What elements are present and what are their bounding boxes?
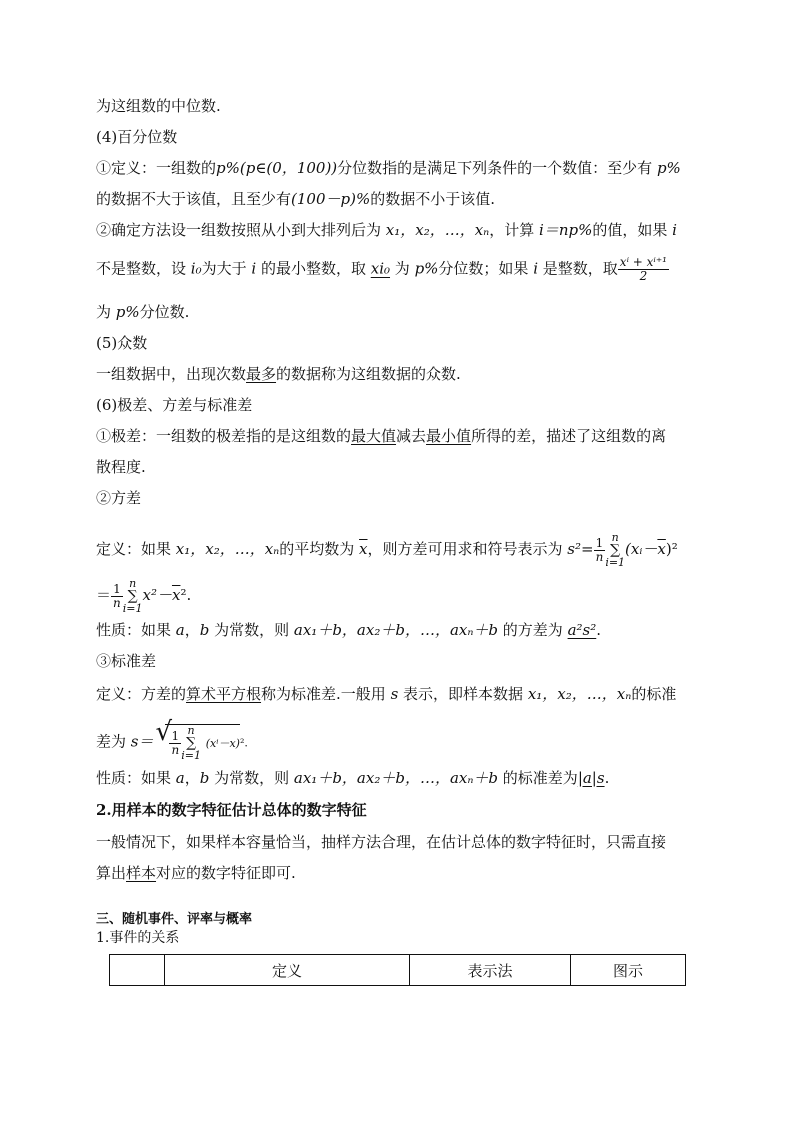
percentile-method-line1 [96, 220, 706, 240]
fraction [111, 583, 123, 610]
text: 分位数. [139, 303, 190, 321]
sum-lower: i=1 [181, 749, 201, 762]
math-text: )² [665, 540, 678, 558]
percentile-method-line3 [96, 302, 706, 322]
math-text: p% [115, 303, 140, 321]
variance-property [96, 620, 706, 640]
text: ， [184, 621, 200, 639]
text: . [596, 621, 602, 639]
mode-definition [96, 364, 706, 384]
table-header-cell: 表示法 [410, 955, 571, 986]
math-text: s＝ [130, 732, 154, 751]
text: 为 [390, 259, 415, 278]
text: ③标准差 [96, 652, 157, 670]
text: 分位数；如果 [438, 259, 534, 278]
math-text: (100－p)% [291, 190, 371, 208]
text: 所得的差，描述了这组数的离 [471, 427, 667, 445]
percentile-definition-line2 [96, 189, 706, 209]
math-text: (xᵢ－ [625, 540, 658, 558]
underlined-term: 最小值 [426, 427, 472, 445]
range-definition-line1 [96, 426, 706, 446]
math-text: i₀ [190, 259, 202, 278]
fraction-denominator: n [113, 595, 121, 610]
math-text: x₁，x₂，…，xₙ [385, 221, 490, 239]
math-text: ax₁＋b，ax₂＋b，…，axₙ＋b [293, 769, 499, 787]
sum-upper: n [129, 577, 137, 590]
event-relations-table [109, 954, 686, 986]
text: 性质：如果 [96, 621, 176, 639]
underlined-term: a²s² [567, 621, 597, 639]
math-mean: $\overline{x}$ [657, 540, 666, 558]
text: ， [184, 769, 200, 787]
text: 为 [96, 303, 116, 321]
fraction-numerator: √ 1 [169, 730, 181, 744]
fraction-numerator: 1 [111, 583, 123, 597]
heading-event-relations [96, 928, 706, 948]
text: 的标准差为 [498, 769, 578, 787]
text: 减去 [396, 427, 427, 445]
underlined-term: 算术平方根 [186, 685, 262, 703]
text: ＝ [96, 586, 112, 604]
text: (6)极差、方差与标准差 [96, 396, 253, 414]
std-property [96, 768, 706, 788]
sum-upper: n [611, 531, 619, 544]
text: 表示，即样本数据 [398, 685, 528, 703]
summation [123, 578, 143, 614]
text: 一组数据中，出现次数 [96, 365, 247, 383]
math-text: s²= [567, 540, 594, 558]
math-text: i [251, 259, 257, 278]
math-text: i＝np% [539, 221, 593, 239]
std-definition-line2 [96, 724, 706, 761]
std-definition-line1 [96, 684, 706, 704]
sum-upper: n [187, 724, 195, 737]
text: 的标准 [631, 685, 677, 703]
math-text: a [175, 769, 185, 787]
math-mean: $\overline{x}$ [359, 540, 368, 558]
estimation-line1 [96, 832, 706, 852]
table-header-cell [110, 955, 165, 986]
summation [605, 532, 625, 568]
math-text: b [199, 621, 210, 639]
math-text: b [199, 769, 210, 787]
fraction-numerator: xⁱ + xⁱ⁺¹ [619, 255, 667, 269]
underlined-term: 最多 [246, 365, 277, 383]
underlined-term: 样本 [126, 864, 157, 882]
math-text: i [533, 259, 539, 278]
text: 定义：方差的 [96, 685, 187, 703]
text: . [604, 769, 610, 787]
heading-percentile [96, 127, 706, 147]
sum-sign: ∑ [610, 542, 621, 558]
text: 的平均数为 [279, 540, 360, 558]
text: ②方差 [96, 489, 142, 507]
fraction [594, 537, 606, 564]
math-text: p% [656, 159, 681, 177]
math-text: i [672, 221, 677, 239]
paragraph-median-end [96, 96, 706, 116]
fraction-numerator: 1 [594, 537, 606, 551]
table-header-row [110, 955, 686, 986]
percentile-definition-line1 [96, 158, 706, 178]
text: 分位数指的是满足下列条件的一个数值：至少有 [337, 159, 657, 177]
sum-sign: ∑ [127, 588, 138, 604]
square-root [165, 724, 239, 761]
math-text: ax₁＋b，ax₂＋b，…，axₙ＋b [293, 621, 499, 639]
heading-range-variance-std [96, 395, 706, 415]
text: 2.用样本的数字特征估计总体的数字特征 [96, 801, 367, 819]
text: 的数据不小于该值. [370, 190, 495, 208]
text: 对应的数字特征即可. [156, 864, 296, 882]
math-text: (xⁱ－x) [205, 737, 240, 750]
estimation-line2 [96, 863, 706, 883]
table-header-cell: 定义 [165, 955, 410, 986]
text: (4)百分位数 [96, 128, 178, 146]
heading-sample-estimation [96, 800, 706, 820]
heading-section-three [96, 908, 252, 927]
variance-definition-line1 [96, 532, 706, 568]
text: 定义：如果 [96, 540, 176, 558]
text: 为大于 [201, 259, 252, 278]
variance-definition-line2 [96, 578, 706, 614]
text: 三、随机事件、评率与概率 [96, 912, 253, 927]
text: 为常数，则 [209, 621, 294, 639]
math-text: ². [180, 586, 192, 604]
text: 性质：如果 [96, 769, 176, 787]
text: 不是整数，设 [96, 259, 191, 278]
sum-lower: i=1 [122, 602, 143, 615]
summation [181, 725, 201, 761]
fraction [169, 730, 181, 757]
text: 的值，如果 [592, 221, 673, 239]
text: 差为 [96, 732, 131, 751]
underlined-term: 最大值 [351, 427, 397, 445]
text: ①定义：一组数的 [96, 159, 217, 177]
text: ②确定方法设一组数按照从小到大排列后为 [96, 221, 386, 239]
fraction-denominator: n [595, 549, 604, 564]
text: ，则方差可用求和符号表示为 [367, 540, 568, 558]
text: 为这组数的中位数. [96, 97, 221, 115]
heading-mode [96, 333, 706, 353]
text: 1.事件的关系 [96, 930, 180, 946]
range-definition-line2 [96, 457, 706, 477]
heading-standard-deviation [96, 651, 706, 671]
text: 的最小整数，取 [256, 259, 371, 278]
fraction-denominator: n [171, 742, 180, 757]
percentile-method-line2 [96, 256, 706, 283]
math-text: ². [239, 736, 248, 750]
fraction-denominator: 2 [639, 269, 648, 283]
text: 的数据不大于该值，且至少有 [96, 190, 292, 208]
math-text: x₁，x₂，…，xₙ [527, 685, 632, 703]
fraction [618, 256, 669, 283]
math-text: s [390, 685, 399, 703]
math-text: p% [414, 259, 439, 278]
text: 的方差为 [498, 621, 568, 639]
text: ，计算 [489, 221, 540, 239]
text: 称为标准差.一般用 [261, 685, 391, 703]
text: ①极差：一组数的极差指的是这组数的 [96, 427, 352, 445]
math-text: xi₀ [370, 259, 391, 278]
heading-variance [96, 488, 706, 508]
text: 是整数，取 [538, 259, 618, 278]
sum-sign: ∑ [186, 735, 197, 751]
math-text: x₁，x₂，…，xₙ [175, 540, 280, 558]
math-text: x²－ [142, 586, 172, 604]
text: 算出 [96, 864, 127, 882]
math-mean: $\overline{x}$ [171, 586, 181, 604]
math-text: a [175, 621, 185, 639]
text: (5)众数 [96, 334, 148, 352]
text: 散程度. [96, 458, 146, 476]
text: 的数据称为这组数据的众数. [276, 365, 461, 383]
sum-lower: i=1 [605, 556, 626, 569]
table-header-cell: 图示 [571, 955, 686, 986]
math-text: p%(p∈(0，100)) [216, 159, 338, 177]
text: 一般情况下，如果样本容量恰当，抽样方法合理，在估计总体的数字特征时，只需直接 [96, 833, 667, 851]
text: 为常数，则 [209, 769, 294, 787]
underlined-term: |a|s [577, 769, 605, 787]
